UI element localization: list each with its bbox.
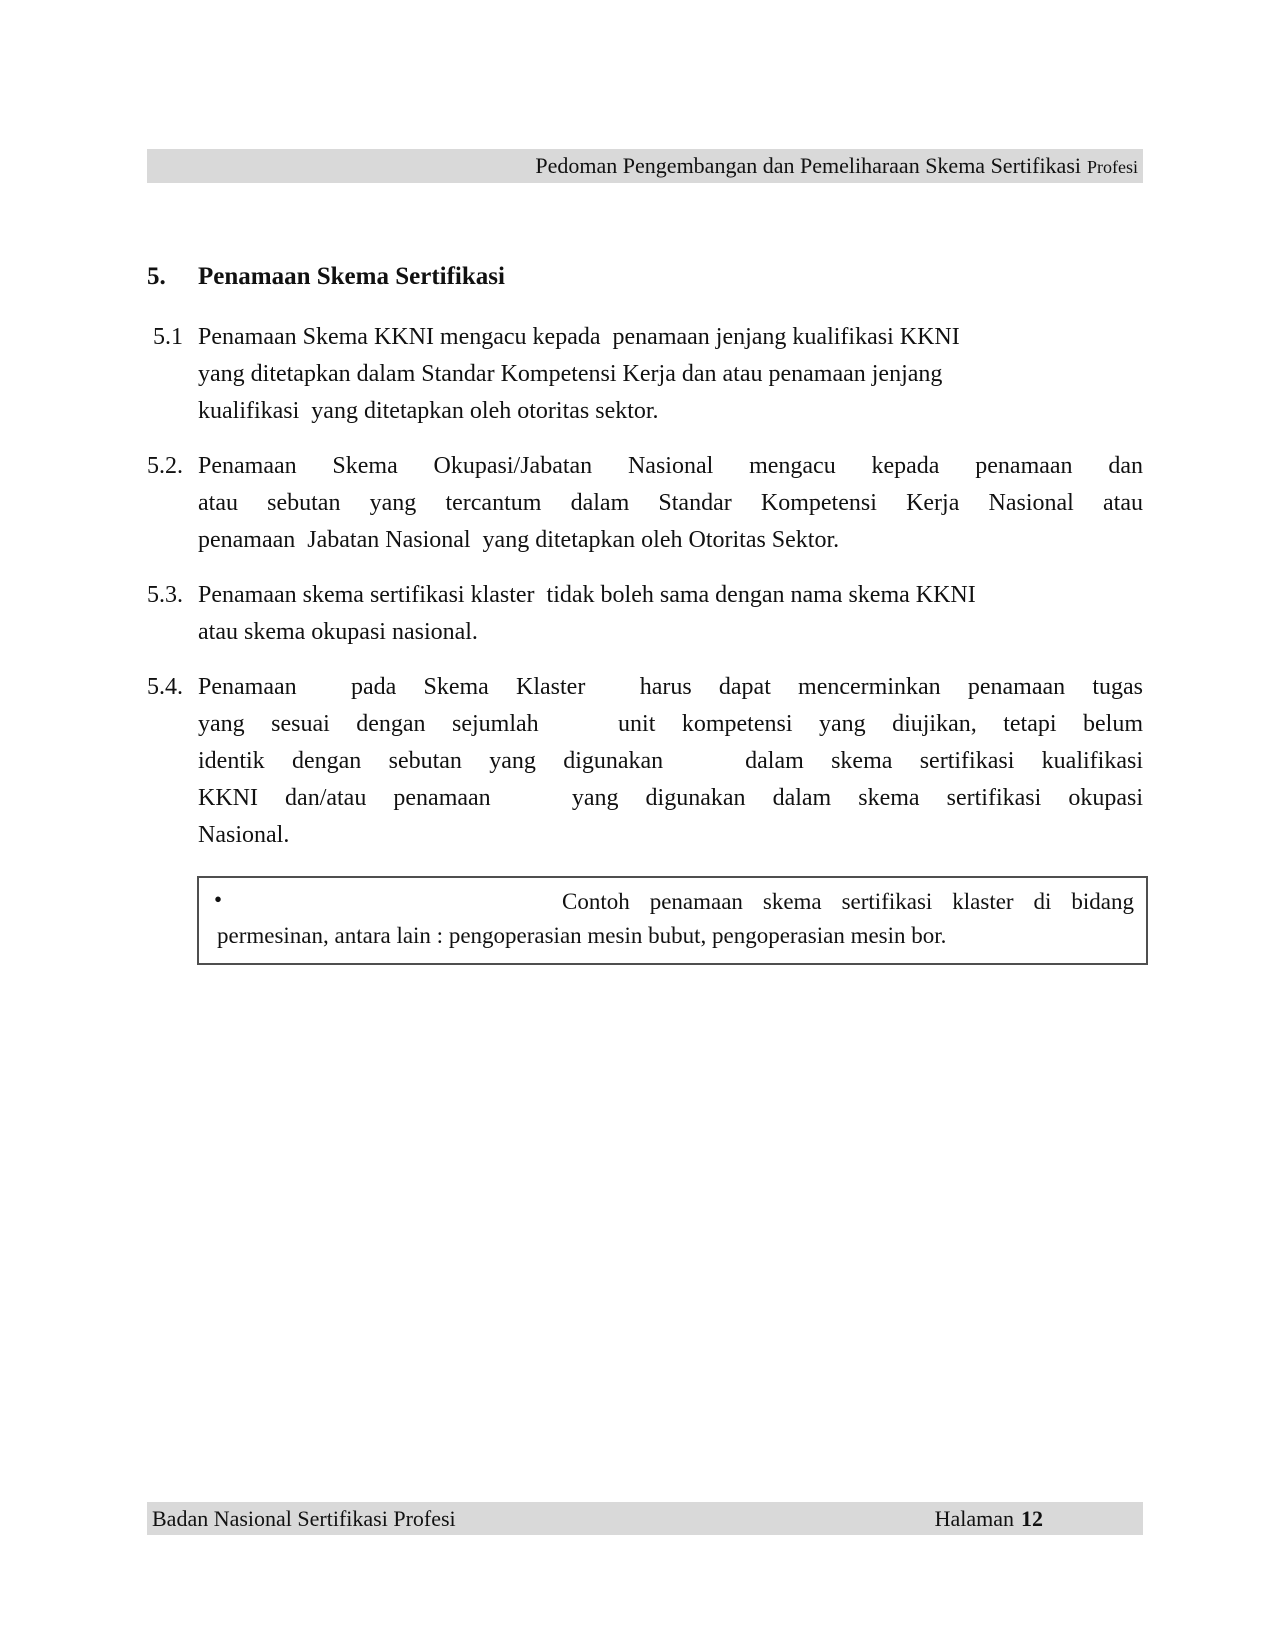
paragraph-line: kualifikasi yang ditetapkan oleh otoritas sektor. bbox=[198, 398, 659, 424]
paragraph-line: Penamaan Skema KKNI mengacu kepada penamaan jenjang kualifikasi KKNI bbox=[198, 324, 960, 350]
paragraph-line: KKNI dan/atau penamaan yang digunakan dalam skema sertifikasi okupasi bbox=[198, 785, 1143, 811]
note-box-line: permesinan, antara lain : pengoperasian mesin bubut, pengoperasian mesin bor. bbox=[217, 923, 947, 948]
paragraph-5-3 bbox=[147, 577, 1143, 651]
footer-page bbox=[935, 1502, 1043, 1535]
header-bar bbox=[147, 149, 1143, 183]
header-title-suffix: Profesi bbox=[1087, 157, 1138, 177]
paragraph-line: yang sesuai dengan sejumlah unit kompetensi yang diujikan, tetapi belum bbox=[198, 711, 1143, 737]
paragraph-line: atau sebutan yang tercantum dalam Standar Kompetensi Kerja Nasional atau bbox=[198, 490, 1143, 516]
footer-page-label: Halaman bbox=[934, 1506, 1014, 1531]
paragraph-5-2 bbox=[147, 448, 1143, 559]
paragraph-number: 5.1 bbox=[153, 324, 183, 350]
paragraph-line: Penamaan skema sertifikasi klaster tidak boleh sama dengan nama skema KKNI bbox=[198, 582, 976, 608]
header-title: Pedoman Pengembangan dan Pemeliharaan Skema Sertifikasi bbox=[535, 153, 1081, 178]
paragraph-5-1 bbox=[147, 319, 1143, 430]
paragraph-line: Penamaan Skema Okupasi/Jabatan Nasional mengacu kepada penamaan dan bbox=[198, 453, 1143, 479]
document-body bbox=[147, 260, 1143, 965]
section-number: 5. bbox=[147, 263, 166, 290]
paragraph-number: 5.3. bbox=[147, 582, 183, 608]
section-heading bbox=[147, 260, 1143, 293]
example-note-box bbox=[197, 876, 1148, 965]
paragraph-line: identik dengan sebutan yang digunakan dalam skema sertifikasi kualifikasi bbox=[198, 748, 1143, 774]
paragraph-line: yang ditetapkan dalam Standar Kompetensi Kerja dan atau penamaan jenjang bbox=[198, 361, 943, 387]
section-title: Penamaan Skema Sertifikasi bbox=[198, 263, 505, 290]
paragraph-text bbox=[198, 319, 1143, 430]
paragraph-line: Penamaan pada Skema Klaster harus dapat mencerminkan penamaan tugas bbox=[198, 674, 1143, 700]
paragraph-text bbox=[198, 577, 1143, 651]
paragraph-line: atau skema okupasi nasional. bbox=[198, 619, 478, 645]
paragraph-number: 5.4. bbox=[147, 674, 183, 700]
paragraph-number: 5.2. bbox=[147, 453, 183, 479]
note-box-line: Contoh penamaan skema sertifikasi klaster di bidang bbox=[562, 889, 1134, 914]
footer-page-number: 12 bbox=[1021, 1506, 1043, 1531]
bullet-icon: • bbox=[214, 887, 223, 912]
paragraph-5-4 bbox=[147, 669, 1143, 854]
footer-organization: Badan Nasional Sertifikasi Profesi bbox=[152, 1506, 456, 1531]
footer-bar bbox=[147, 1502, 1143, 1535]
paragraph-line: penamaan Jabatan Nasional yang ditetapkan oleh Otoritas Sektor. bbox=[198, 527, 840, 553]
paragraph-text bbox=[198, 669, 1143, 854]
paragraph-text bbox=[198, 448, 1143, 559]
paragraph-line: Nasional. bbox=[198, 822, 290, 848]
